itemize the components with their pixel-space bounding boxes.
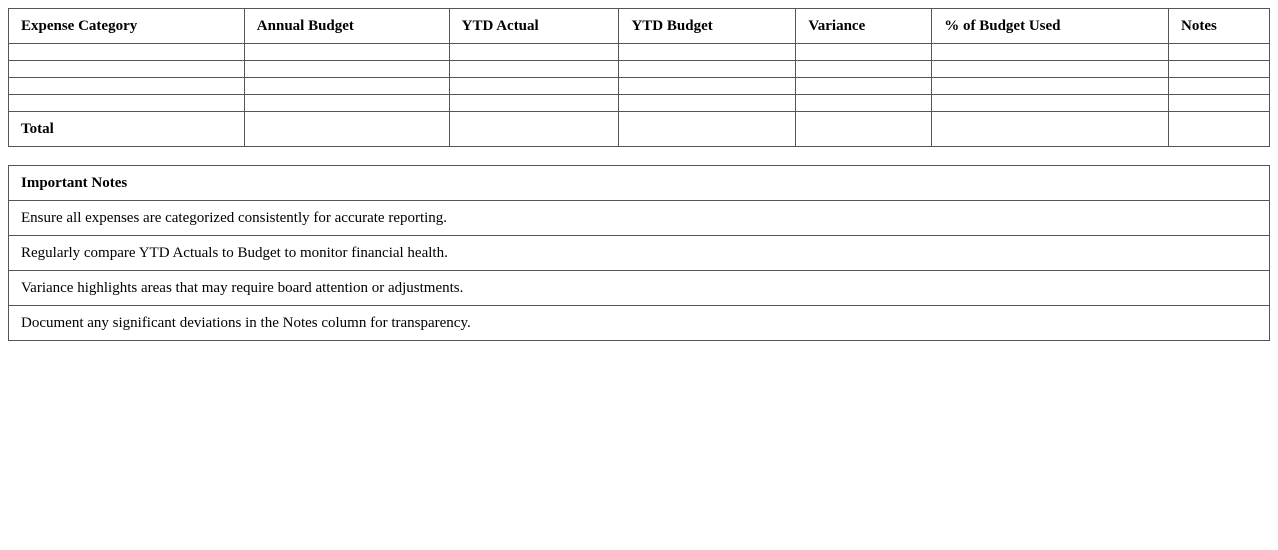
cell [619,61,796,78]
cell [449,95,619,112]
cell [9,61,245,78]
cell [9,78,245,95]
notes-title: Important Notes [9,166,1270,201]
table-row [9,44,1270,61]
total-row [9,112,1270,147]
cell [932,95,1169,112]
cell [1169,112,1270,147]
header-annual-budget: Annual Budget [244,9,449,44]
cell [932,61,1169,78]
cell [244,61,449,78]
header-expense-category: Expense Category [9,9,245,44]
note-item: Variance highlights areas that may require board attention or adjustments. [9,271,1270,306]
cell [619,112,796,147]
cell [796,44,932,61]
cell [449,78,619,95]
cell [619,95,796,112]
cell [619,78,796,95]
cell [932,44,1169,61]
cell [932,112,1169,147]
cell [1169,44,1270,61]
cell [796,95,932,112]
cell [449,112,619,147]
header-variance: Variance [796,9,932,44]
cell [796,78,932,95]
cell [1169,78,1270,95]
table-row [9,78,1270,95]
header-row [9,9,1270,44]
table-row [9,61,1270,78]
cell [796,112,932,147]
cell [9,44,245,61]
note-item: Regularly compare YTD Actuals to Budget to monitor financial health. [9,236,1270,271]
cell [244,112,449,147]
cell [9,95,245,112]
cell [796,61,932,78]
notes-table [8,165,1270,341]
cell [449,44,619,61]
cell [619,44,796,61]
header-ytd-actual: YTD Actual [449,9,619,44]
note-item: Document any significant deviations in the Notes column for transparency. [9,306,1270,341]
cell [244,95,449,112]
cell [1169,95,1270,112]
total-label: Total [9,112,245,147]
budget-table [8,8,1270,147]
cell [244,44,449,61]
table-row [9,95,1270,112]
header-notes: Notes [1169,9,1270,44]
cell [932,78,1169,95]
cell [244,78,449,95]
cell [449,61,619,78]
header-percent-used: % of Budget Used [932,9,1169,44]
cell [1169,61,1270,78]
note-item: Ensure all expenses are categorized consistently for accurate reporting. [9,201,1270,236]
header-ytd-budget: YTD Budget [619,9,796,44]
